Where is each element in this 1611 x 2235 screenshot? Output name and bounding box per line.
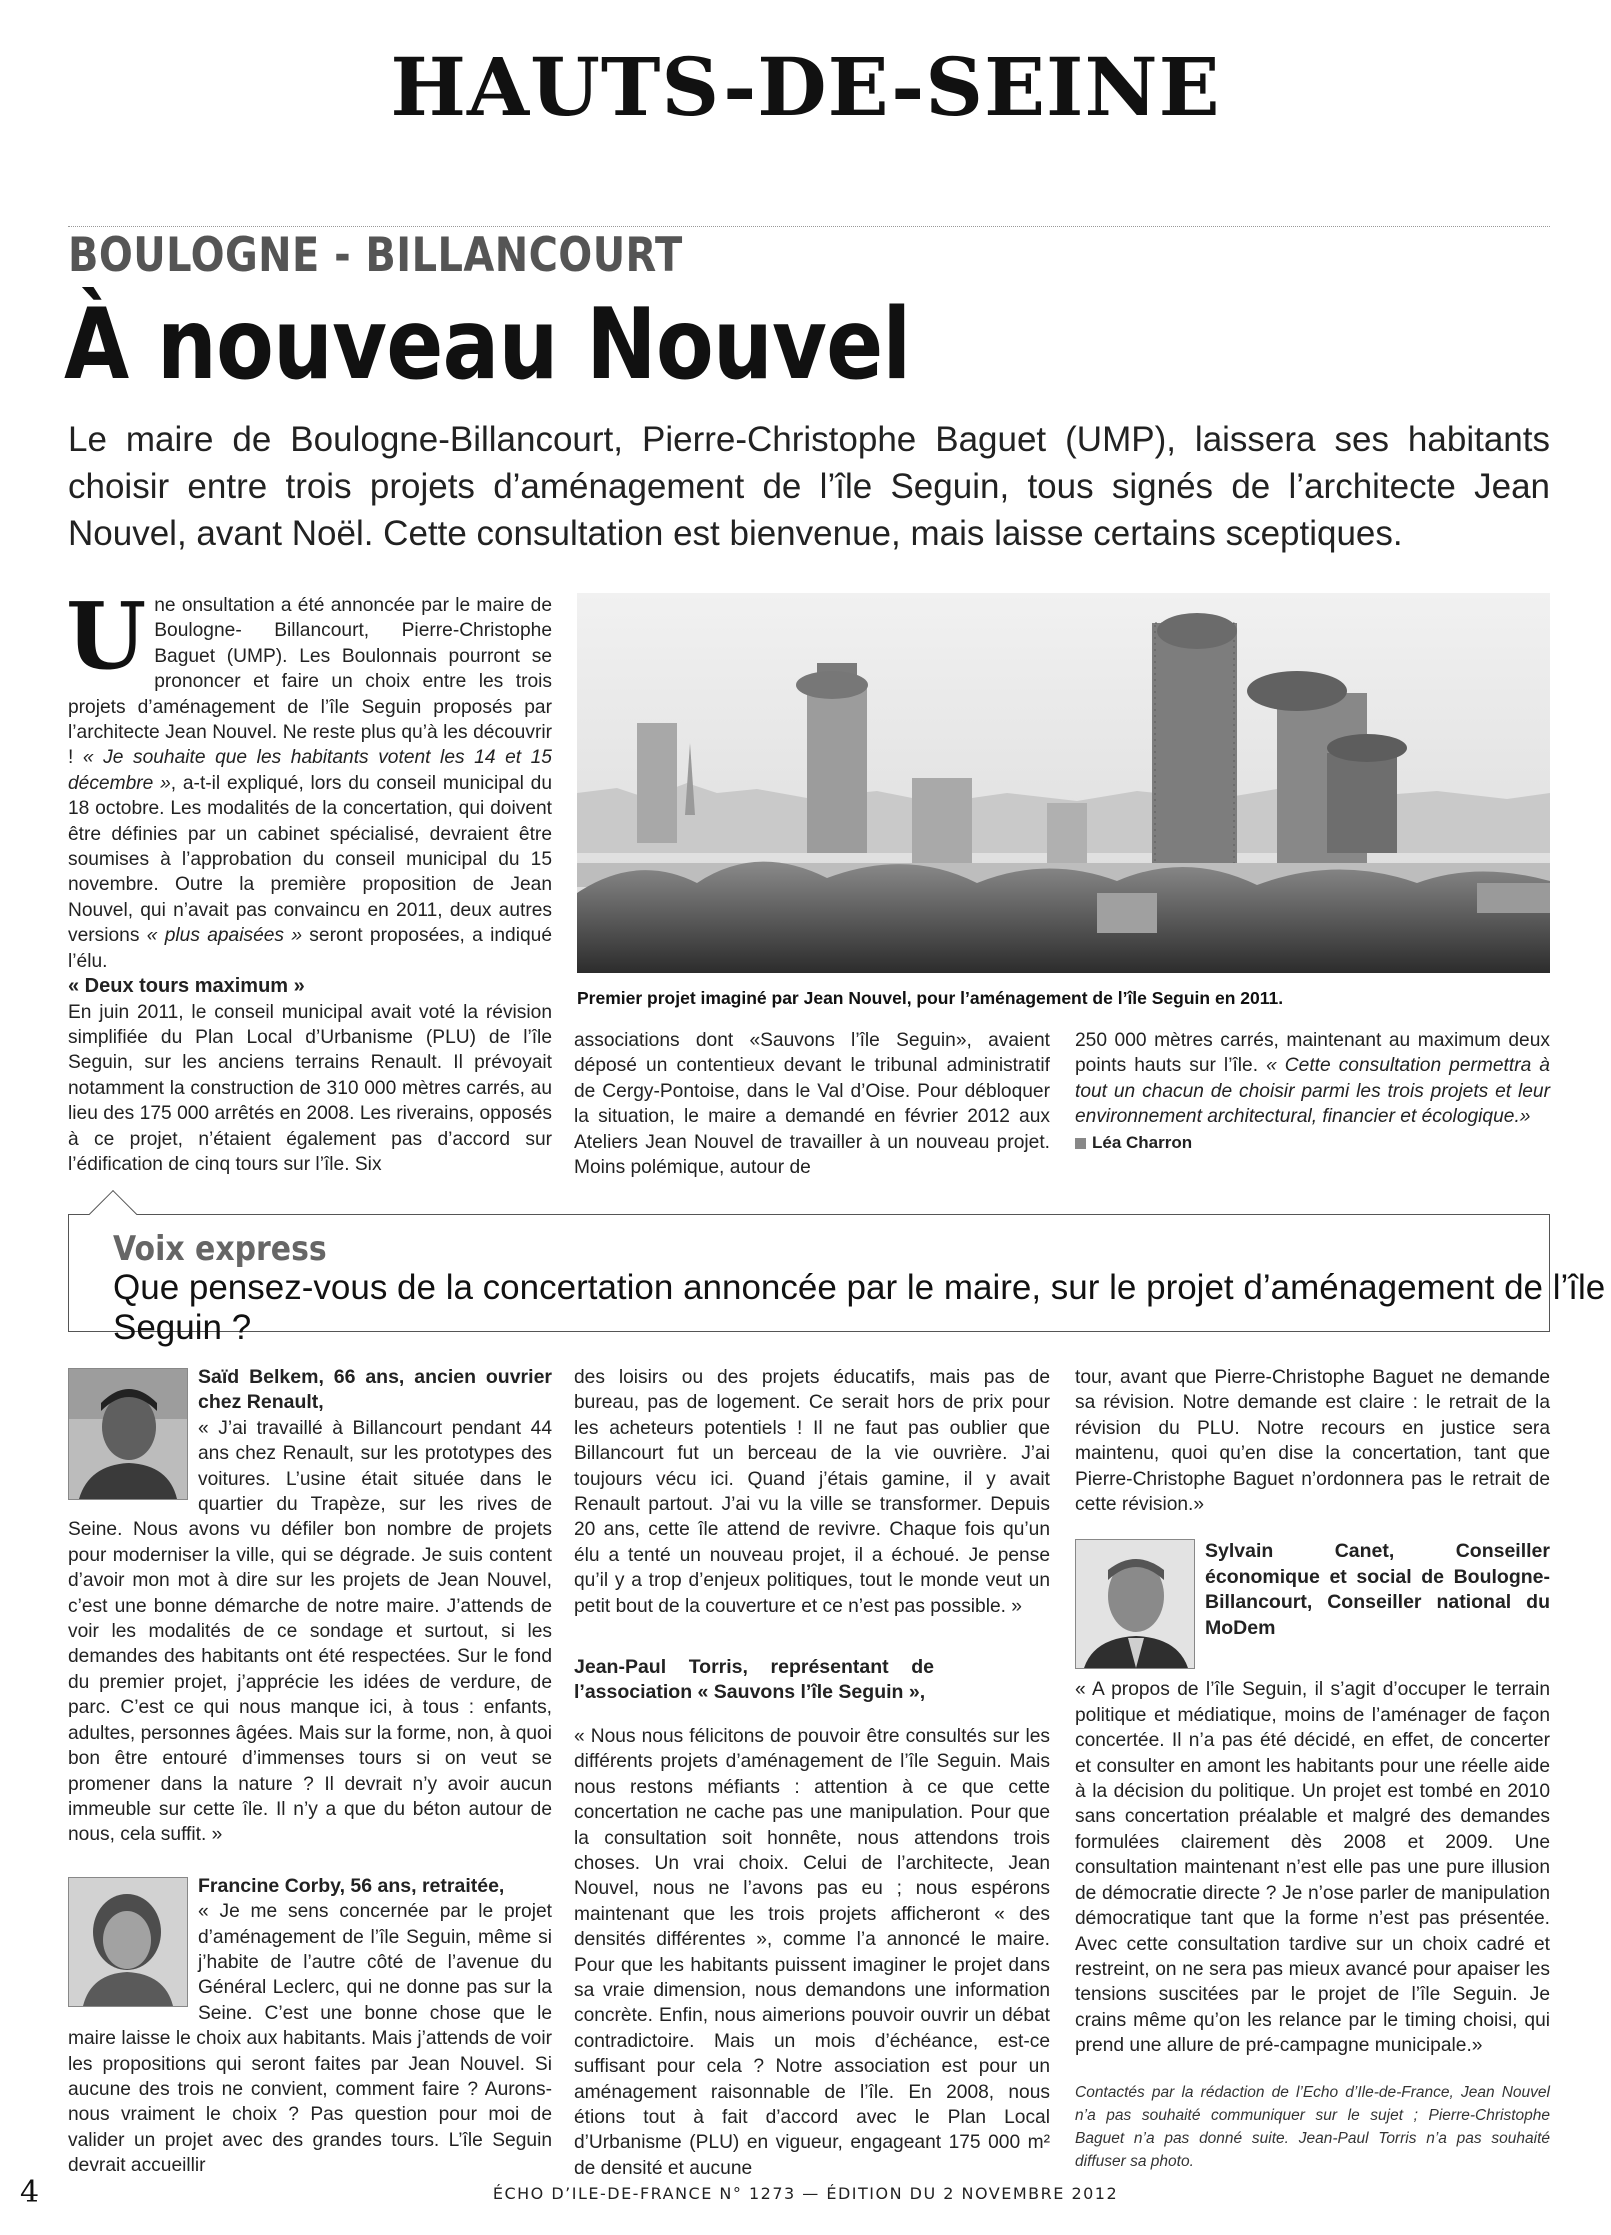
portrait-sylvain-canet: [1075, 1539, 1195, 1669]
project-rendering-photo: [577, 593, 1550, 973]
voix-express-question: Que pensez-vous de la concertation annoncée par le maire, sur le projet d’aménagement de l’île Seguin ?: [113, 1268, 1606, 1347]
testimony-text-2-continued: des loisirs ou des projets éducatifs, mais pas de bureau, pas de logement. Ce serait hors de prix pour les acheteurs potentiels ! Il ne faut pas oublier que Billancourt fut un berceau de la vie ouvrière. J’ai toujours vécu ici. Quand j’étais gamine, il y avait Renault partout. J’ai vu la ville se transformer. Depuis 20 ans, cette île attend de revivre. Chaque fois qu’un élu a tenté un nouveau projet, il a échoué. Je pense qu’il y a trop d’enjeux politiques, tout le monde veut un petit bout de la couverture et ce n’est pas possible. »: [574, 1367, 1050, 1617]
article-column-1: [66, 582, 553, 1177]
testimony-column-3: [1075, 1365, 1550, 2173]
headline: À nouveau Nouvel: [64, 288, 911, 402]
testimony-text-3-continued: tour, avant que Pierre-Christophe Baguet ne demande sa révision. Notre demande est claire : le retrait de la révision du PLU. Notre recours en justice sera maintenu, quoi qu’en dise la concertation, tant que Pierre-Christophe Baguet n’ordonnera pas le retrait de cette révision.»: [1075, 1367, 1550, 1516]
testimony-text-2: « Je me sens concernée par le projet d’aménagement de l’île Seguin, même si j’habite de l’autre côté de l’avenue du Général Leclerc, qui ne donne pas sur la Seine. C’est une bonne chose que le maire laisse le choix aux habitants. Mais j’attends de voir les propositions qui seront faites par Jean Nouvel. Si aucune des trois ne convient, comment faire ? Aurons-nous vraiment le choix ? Pas question pour moi de valider un projet avec des grandes tours. L’île Seguin devrait accueillir: [68, 1901, 552, 2177]
top-divider: [68, 226, 1550, 227]
testimony-name-1: Saïd Belkem, 66 ans, ancien ouvrier chez Renault,: [198, 1366, 552, 1414]
byline: Léa Charron: [1075, 1130, 1550, 1155]
voix-express-title: Voix express: [113, 1229, 327, 1269]
page-number: 4: [20, 2175, 40, 2210]
footnote: Contactés par la rédaction de l’Echo d’Ile-de-France, Jean Nouvel n’a pas souhaité communiquer sur le sujet ; Pierre-Christophe Baguet n’a pas donné suite. Jean-Paul Torris n’a pas souhaité diffuser sa photo.: [1075, 2083, 1550, 2170]
photo-caption: Premier projet imaginé par Jean Nouvel, pour l’aménagement de l’île Seguin en 2011.: [577, 988, 1284, 1008]
portrait-francine-corby: [68, 1877, 188, 2007]
drop-cap: U: [66, 582, 147, 690]
article-paragraph-3: associations dont «Sauvons l’île Seguin», avaient déposé un contentieux devant le tribunal administratif de Cergy-Pontoise, dans le Val d’Oise. Pour débloquer la situation, le maire a demandé en février 2012 aux Ateliers Jean Nouvel de travailler à un nouveau projet. Moins polémique, autour de: [574, 1030, 1050, 1179]
article-paragraph-1: Une onsultation a été annoncée par le maire de Boulogne- Billancourt, Pierre-Christophe Baguet (UMP). Les Boulonnais pourront se prononcer et faire un choix entre les trois projets d’aménagement de l’île Seguin proposés par l’architecte Jean Nouvel. Ne reste plus qu’à les découvrir ! « Je souhaite que les habitants votent les 14 et 15 décembre », a-t-il expliqué, lors du conseil municipal du 18 octobre. Les modalités de la concertation, qui doivent être définies par un cabinet spécialisé, devraient être soumises à l’approbation du conseil municipal du 15 novembre. Outre la première proposition de Jean Nouvel, qui n’avait pas convaincu en 2011, deux autres versions « plus apaisées » seront proposées, a indiqué l’élu.: [66, 582, 553, 972]
testimony-text-4: « A propos de l’île Seguin, il s’agit d’occuper le terrain politique et médiatique, moins de l’aménager de façon concertée. Il n’a pas été décidé, en effet, de concerter et consulter en amont les habitants pour une réelle aide à la décision du politique. Un projet est tombé en 2010 sans concertation préalable et malgré des demandes formulées clairement dès 2008 et 2009. Une consultation maintenant n’est elle pas une pure illusion de démocratie directe ? Je n’ose parler de manipulation démocratique tant que la forme n’est pas présentée. Avec cette consultation tardive sur un choix cadré et restreint, on ne sera pas mieux avancé pour apaiser les tensions suscitées par le projet de l’île Seguin. Je crains même qu’on les relance par le timing choisi, qui prend une allure de pré-campagne municipale.»: [1075, 1679, 1550, 2057]
section-title: HAUTS-DE-SEINE: [390, 40, 1221, 134]
byline-square-icon: [1075, 1138, 1086, 1149]
testimony-name-4: Sylvain Canet, Conseiller économique et social de Boulogne-Billancourt, Conseiller national du MoDem: [1205, 1540, 1550, 1639]
lead-paragraph: Le maire de Boulogne-Billancourt, Pierre-Christophe Baguet (UMP), laissera ses habitants choisir entre trois projets d’aménagement de l’île Seguin, tous signés de l’architecte Jean Nouvel, avant Noël. Cette consultation est bienvenue, mais laisse certains sceptiques.: [68, 420, 1550, 553]
testimony-column-1: [68, 1365, 552, 2179]
testimony-text-1: « J’ai travaillé à Billancourt pendant 44 ans chez Renault, sur les prototypes des voitures. L’usine était située dans le quartier du Trapèze, sur les rives de Seine. Nous avons vu défiler bon nombre de projets pour moderniser la ville, qui se dégrade. Je suis content d’avoir mon mot à dire sur les projets de Jean Nouvel, c’est une bonne démarche de notre maire. J’attends de voir les modalités de ce sondage et surtout, si les demandes des habitants ont été respectées. Sur le fond du premier projet, j’apprécie les idées de verdure, de parc. C’est ce qui nous manque ici, à tous : enfants, adultes, personnes âgées. Mais sur la forme, non, à quoi bon être entouré d’immenses tours si on veut se promener dans la nature ? Il devrait n’y avoir aucun immeuble sur cette île. Il n’y a que du béton autour de nous, cela suffit. »: [68, 1417, 552, 1846]
portrait-said-belkem: [68, 1368, 188, 1500]
article-subhead: « Deux tours maximum »: [68, 975, 305, 998]
article-column-3: [1075, 1028, 1550, 1155]
testimony-text-3: « Nous nous félicitons de pouvoir être consultés sur les différents projets d’aménagement de l’île Seguin. Mais nous restons méfiants : attention à ce que cette concertation ne cache pas une manipulation. Pour que la consultation soit honnête, nous attendons trois choses. Un vrai choix. Celui de l’architecte, Jean Nouvel, nous ne l’avons pas eu ; nous espérons maintenant que les trois projets afficheront « des densités différentes », comme l’a annoncé le maire. Pour que les habitants puissent imaginer le projet dans sa vraie dimension, nous demandons une information concrète. Enfin, nous aimerions pouvoir ouvrir un débat contradictoire. Mais un mois d’échéance, est-ce suffisant pour cela ? Notre association est pour un aménagement raisonnable de l’île. En 2008, nous étions tout à fait d’accord avec le Plan Local d’Urbanisme (PLU) en vigueur, engageant 175 000 m² de densité et aucune: [574, 1725, 1050, 2179]
testimony-name-3: Jean-Paul Torris, représentant de l’association « Sauvons l’île Seguin »,: [574, 1656, 934, 1704]
kicker: BOULOGNE - BILLANCOURT: [68, 228, 683, 283]
testimony-name-2: Francine Corby, 56 ans, retraitée,: [198, 1874, 505, 1897]
article-paragraph-4: 250 000 mètres carrés, maintenant au maximum deux points hauts sur l’île. « Cette consultation permettra à tout un chacun de choisir parmi les trois projets et leur environnement architectural, financier et écologique.»: [1075, 1030, 1550, 1128]
page-footer: ÉCHO D’ILE-DE-FRANCE N° 1273 — ÉDITION DU 2 NOVEMBRE 2012: [492, 2184, 1119, 2203]
article-column-2: [574, 1028, 1050, 1180]
article-paragraph-2: En juin 2011, le conseil municipal avait voté la révision simplifiée du Plan Local d’Urbanisme (PLU) de l’île Seguin, sur les anciens terrains Renault. Il prévoyait notamment la construction de 310 000 mètres carrés, au lieu des 175 000 arrêtés en 2008. Les riverains, opposés à ce projet, n’étaient également pas d’accord sur l’édification de cinq tours sur l’île. Six: [68, 1001, 552, 1175]
testimony-column-2: [574, 1365, 1050, 2181]
